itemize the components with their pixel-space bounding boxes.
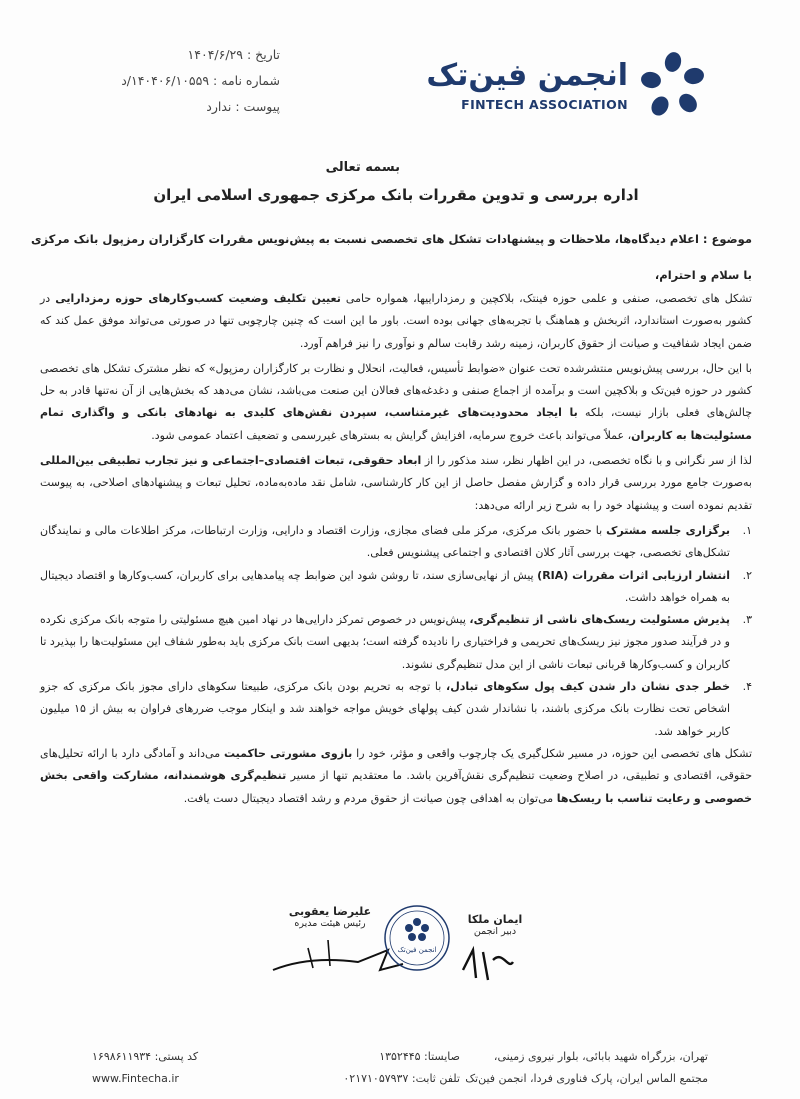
recipient-title: اداره بررسی و تدوین مقررات بانک مرکزی جمهوری اسلامی ایران	[153, 186, 639, 204]
fintech-logo-icon	[638, 50, 708, 120]
letter-meta	[80, 42, 280, 120]
letter-body	[40, 288, 752, 813]
seal-text: انجمن فین‌تک	[397, 946, 437, 954]
secretary-name: ایمان ملکا	[467, 913, 523, 926]
footer-contact: صایستا: ۱۳۵۲۴۴۵ تلفن ثابت: ۰۲۱۷۱۰۵۷۹۳۷	[343, 1050, 460, 1085]
paragraph-2: با این حال، بررسی پیش‌نویس منتشرشده تحت عنوان «ضوابط تأسیس، فعالیت، انحلال و نظارت بر کارگزاران رمزپول» که نظر مشترک تشکل های تخصصی کشور در حوزه فین‌تک و بلاکچین است و برآمده از اجماع صنفی و دغدغه‌های فعالان این صنعت می‌باشد، نشان می‌دهد که بخش‌هایی از آن نه‌تنها قادر به حل چالش‌های فعلی بازار نیست، بلکه با ایجاد محدودیت‌های غیرمتناسب، سپردن نقش‌های کلیدی به نهادهای بانکی و واگذاری تمام مسئولیت‌ها به کاربران، عملاً می‌تواند باعث خروج سرمایه، افزایش گرایش به بسترهای غیررسمی و تضعیف اعتماد عمومی شود.	[40, 361, 752, 442]
list-item: ۲. انتشار ارزیابی اثرات مقررات (RIA) پیش از نهایی‌سازی سند، تا روشن شود این ضوابط چه پیامدهایی برای کاربران، کسب‌وکارها و اقتصاد دیجیتال به همراه خواهد داشت.	[40, 568, 752, 604]
paragraph-4: تشکل های تخصصی این حوزه، در مسیر شکل‌گیری یک چارچوب واقعی و مؤثر، خود را بازوی مشورتی حاکمیت می‌داند و آمادگی دارد با ارائه تحلیل‌های حقوقی، اقتصادی و تطبیقی، در اصلاح وضعیت تنظیم‌گری نقش‌آفرین باشد. ما معتقدیم تنها از مسیر تنظیم‌گری هوشمندانه، مشارکت واقعی بخش خصوصی و رعایت تناسب با ریسک‌ها می‌توان به اهدافی چون صیانت از حقوق مردم و رشد اقتصاد دیجیتال دست یافت.	[40, 746, 752, 805]
signature-chairman	[270, 905, 390, 929]
footer-postal: کد پستی: ۱۶۹۸۶۱۱۹۳۴ www.Fintecha.ir	[92, 1046, 198, 1090]
greeting: با سلام و احترام،	[654, 268, 752, 282]
letter-subject: موضوع : اعلام دیدگاه‌ها، ملاحظات و پیشنهادات تشکل های تخصصی نسبت به پیش‌نویس مقررات کارگزاران رمزپول بانک مرکزی	[30, 232, 752, 246]
bismillah: بسمه تعالی	[325, 160, 400, 175]
association-seal-icon	[383, 904, 451, 972]
list-item: ۱. برگزاری جلسه مشترک با حضور بانک مرکزی، مرکز ملی فضای مجازی، وزارت اقتصاد و دارایی، وزارت ارتباطات، مرکز اطلاعات مالی و نمایندگان تشکل‌های تخصصی، جهت بررسی آثار کلان اقتصادی و اجتماعی پیشنویس فعلی.	[40, 523, 752, 560]
list-item: ۴. خطر جدی نشان دار شدن کیف پول سکوهای تبادل، با توجه به تحریم بودن بانک مرکزی، طبیعتا سکوهای دارای مجوز بانک مرکزی که جزو اشخاص تحت نظارت بانک مرکزی باشند، با نشاندار شدن کیف پولهای خویش مواجه خواهند شد و اینکار موجب ضررهای فراوان به بیش از ۱۵ میلیون کاربر خواهد شد.	[40, 680, 752, 738]
letter-footer	[0, 1040, 800, 1095]
website-link[interactable]: www.Fintecha.ir	[92, 1072, 179, 1085]
chairman-name: علیرضا یعقوبی	[288, 905, 372, 918]
secretary-role: دبیر انجمن	[473, 926, 517, 937]
letter-date: تاریخ : ۱۴۰۴/۶/۲۹	[187, 47, 280, 62]
chairman-role: رئیس هیئت مدیره	[294, 918, 366, 929]
signature-scribble-icon	[458, 940, 518, 985]
association-logo	[426, 50, 708, 120]
logo-english-text: FINTECH ASSOCIATION	[461, 97, 628, 112]
logo-persian-text: انجمن فین‌تک	[426, 58, 628, 93]
footer-address: تهران، بزرگراه شهید بابائی، بلوار نیروی زمینی، مجتمع الماس ایران، پارک فناوری فردا، انجمن فین‌تک	[465, 1050, 708, 1085]
signature-secretary	[455, 913, 535, 937]
letter-number: شماره نامه : ۱۴۰۴۰۶/۱۰۵۵۹/د	[121, 73, 280, 88]
list-item: ۳. پذیرش مسئولیت ریسک‌های ناشی از تنظیم‌گری، پیش‌نویس در خصوص تمرکز دارایی‌ها در نهاد امین هیچ مسئولیتی را متوجه بانک مرکزی نکرده و در فرآیند صدور مجوز نیز ریسک‌های تحریمی و فراختیاری را نادیده گرفته است؛ بدیهی است بانک مرکزی باید به‌طور شفاف این مسئولیت‌ها را بپذیرد تا کاربران و کسب‌وکارها قربانی تبعات ناشی از این مدل تنظیم‌گری نشوند.	[40, 613, 752, 671]
letter-attachment: پیوست : ندارد	[206, 99, 280, 114]
paragraph-3: لذا از سر نگرانی و با نگاه تخصصی، در این اظهار نظر، سند مذکور را از ابعاد حقوقی، تبعات اقتصادی–اجتماعی و نیز تجارب تطبیقی بین‌المللی به‌صورت جامع مورد بررسی قرار داده و گزارش مفصل حاصل از این کار کارشناسی، شامل نقد ماده‌به‌ماده، تحلیل تبعات و پیشنهادهای اصلاحی، به پیوست تقدیم نموده است و پیشنهاد خود را به شرح زیر ارائه می‌دهد:	[40, 454, 753, 512]
paragraph-1: تشکل های تخصصی، صنفی و علمی حوزه فینتک، بلاکچین و رمزداراییها، همواره حامی تعیین تکلیف وضعیت کسب‌وکارهای حوزه رمزدارایی در کشور به‌صورت استاندارد، اثربخش و هماهنگ با تجربه‌های جهانی بوده است. باور ما این است که چنین چارچوبی تنها در صورتی می‌تواند موفق عمل کند که ضمن ایجاد شفافیت و صیانت از حقوق کاربران، زمینه رشد رقابت سالم و نوآوری را نیز فراهم آورد.	[40, 292, 752, 350]
